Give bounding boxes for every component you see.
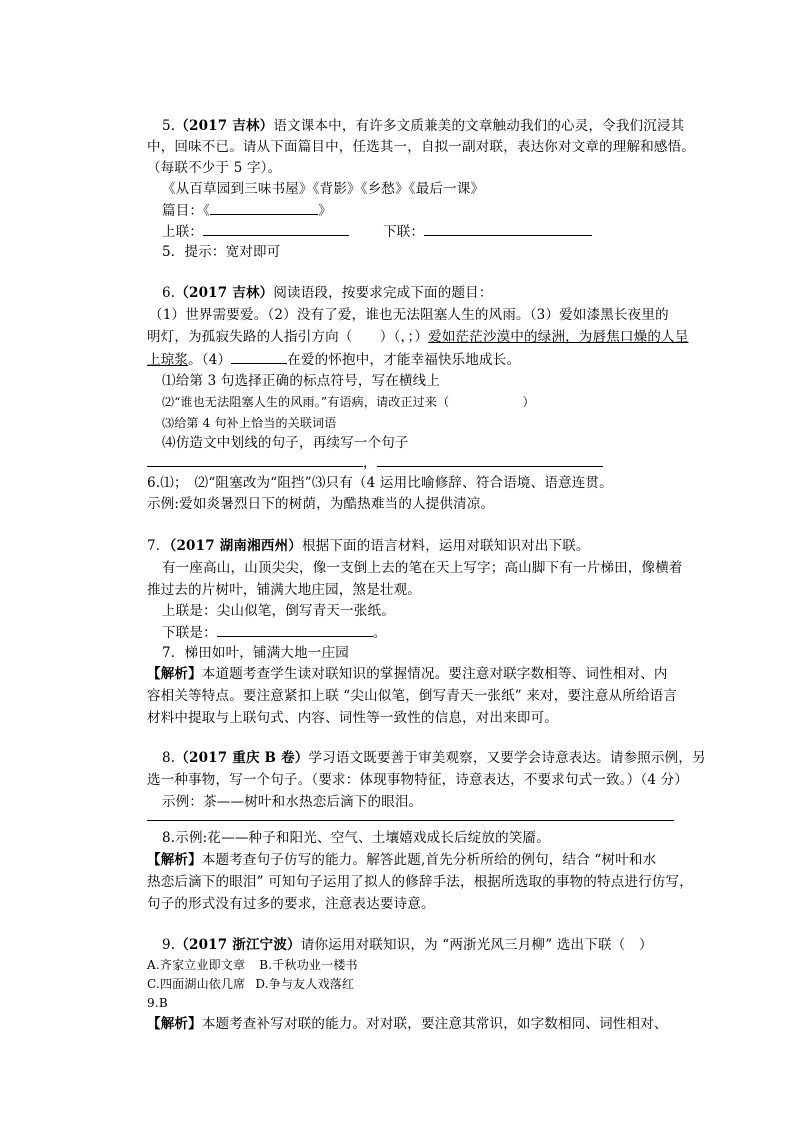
q8-analysis-2: 热恋后滴下的眼泪” 可知句子运用了拟人的修辞手法，根据所选取的事物的特点进行仿写， bbox=[147, 874, 693, 890]
q5-number: 5. bbox=[162, 118, 176, 134]
q6-sub-1: ⑴给第 3 句选择正确的标点符号，写在横线上 bbox=[162, 373, 441, 389]
q7-analysis-2: 容相关等特点。要注意紧扣上联 “尖山似笔，倒写青天一张纸” 来对，要注意从所给语言 bbox=[147, 688, 678, 704]
q8-answer-line[interactable] bbox=[147, 820, 674, 821]
q8-analysis-1 bbox=[147, 850, 656, 870]
q6-text: 阅读语段，按要求完成下面的题目： bbox=[273, 285, 493, 301]
q5-line-1 bbox=[162, 116, 684, 136]
q5-lower-label: 下联： bbox=[383, 224, 425, 240]
q9-option-d: D.争与友人戏落红 bbox=[255, 977, 355, 991]
q9-source: （2017 浙江宁波） bbox=[175, 937, 301, 953]
q6-sub-4: ⑷仿造文中划线的句子，再续写一个句子 bbox=[162, 435, 409, 451]
q5-title-choice bbox=[162, 200, 332, 221]
q9-options-1 bbox=[147, 955, 358, 975]
q9-analysis-text: 本题考查补写对联的能力。对对联，要注意其常识，如字数相同、词性相对、 bbox=[201, 1016, 668, 1032]
q6-underlined-end: 上琼浆 bbox=[147, 352, 189, 368]
q5-text: 语文课本中，有许多文质兼美的文章触动我们的心灵，令我们沉浸其 bbox=[273, 118, 685, 134]
q6-l3-text: 明灯，为孤寂失路的人指引方向（ ）（，；） bbox=[147, 329, 429, 345]
q5-upper-label: 上联： bbox=[162, 224, 204, 240]
q5-couplet-row bbox=[162, 221, 592, 242]
q6-connective-blank[interactable] bbox=[231, 349, 287, 364]
q6-line-1 bbox=[162, 283, 493, 303]
q8-text: 学习语文既要善于审美观察，又要学会诗意表达。请参照示例，另 bbox=[308, 750, 706, 766]
q7-line-3: 推过去的片树叶，铺满大地庄园，煞是壮观。 bbox=[147, 582, 421, 598]
q5-title-label: 篇目：《 bbox=[162, 203, 211, 219]
q5-lower-blank[interactable] bbox=[424, 221, 592, 236]
q5-source: （2017 吉林） bbox=[175, 118, 274, 134]
q7-lower bbox=[162, 622, 387, 643]
q6-answer-2: 示例:爱如炎暑烈日下的树荫，为酷热难当的人提供清凉。 bbox=[147, 496, 495, 512]
q8-number: 8. bbox=[162, 750, 176, 766]
q5-line-2: 中，回味不已。请从下面篇目中，任选其一，自拟一副对联，表达你对文章的理解和感悟。 bbox=[147, 139, 695, 155]
q6-line-2: （1）世界需要爱。（2）没有了爱，谁也无法阻塞人生的风雨。（3）爱如漆黑长夜里的 bbox=[149, 307, 669, 323]
q9-options-2 bbox=[147, 974, 354, 994]
q6-answer-1: 6.⑴； ⑵“阻塞改为“阻挡”⑶只有（4 运用比喻修辞、符合语境、语意连贯。 bbox=[147, 475, 613, 491]
q8-analysis-3: 句子的形式没有过多的要求，注意表达要诗意。 bbox=[147, 896, 435, 912]
q6-number: 6. bbox=[162, 285, 176, 301]
q6-answer-blanks bbox=[147, 452, 603, 473]
q5-titles: 《从百草园到三味书屋》《背影》《乡愁》《最后一课》 bbox=[162, 181, 485, 197]
q7-lower-blank[interactable] bbox=[217, 622, 373, 637]
q7-analysis-3: 材料中提取与上联句式、内容、词性等一致性的信息，对出来即可。 bbox=[147, 710, 558, 726]
q8-source: （2017 重庆 B 卷） bbox=[175, 750, 309, 766]
q6-underlined-sentence: 爱如茫茫沙漠中的绿洲，为唇焦口燥的人呈 bbox=[428, 329, 689, 345]
q7-analysis-label: 【解析】 bbox=[147, 666, 202, 682]
q8-answer: 8.示例:花——种子和阳光、空气、土壤嬉戏成长后绽放的笑靥。 bbox=[162, 830, 550, 846]
q7-lower-label: 下联是： bbox=[162, 625, 217, 641]
q7-text: 根据下面的语言材料，运用对联知识对出下联。 bbox=[301, 538, 590, 554]
q6-source: （2017 吉林） bbox=[175, 285, 274, 301]
q9-text: 请你运用对联知识，为 “两浙光风三月柳” 选出下联（ ） bbox=[300, 937, 653, 953]
q7-lower-end: 。 bbox=[372, 625, 387, 641]
q7-analysis-text: 本道题考查学生读对联知识的掌握情况。要注意对联字数相等、词性相对、内 bbox=[201, 666, 668, 682]
q9-option-c: C.四面湖山依几席 bbox=[147, 977, 246, 991]
q6-line-4 bbox=[147, 349, 520, 370]
q8-example: 示例：茶——树叶和水热恋后滴下的眼泪。 bbox=[162, 794, 423, 810]
q8-line-1 bbox=[162, 748, 706, 768]
q6-l4-text: 在爱的怀抱中，才能幸福快乐地成长。 bbox=[287, 352, 521, 368]
q9-analysis-1 bbox=[147, 1014, 668, 1034]
q7-number: 7． bbox=[147, 538, 170, 554]
q9-option-b: B.千秋功业一楼书 bbox=[259, 958, 358, 972]
q9-option-a: A.齐家立业即文章 bbox=[147, 958, 246, 972]
q7-line-1 bbox=[147, 536, 590, 556]
q6-blank-1[interactable] bbox=[147, 452, 363, 467]
q8-analysis-text: 本题考查句子仿写的能力。解答此题,首先分析所给的例句，结合 “树叶和水 bbox=[201, 852, 657, 868]
q9-answer: 9.B bbox=[147, 996, 168, 1010]
q5-line-3: （每联不少于 5 字）。 bbox=[147, 160, 282, 176]
q7-source: （2017 湖南湘西州） bbox=[169, 538, 302, 554]
q6-sub-2: ⑵“谁也无法阻塞人生的风雨。”有语病，请改正过来（ ） bbox=[162, 395, 535, 409]
q5-title-blank[interactable] bbox=[210, 200, 318, 215]
q8-line-2: 选一种事物，写一个句子。（要求：体现事物特征，诗意表达，不要求句式一致。）（4 分） bbox=[147, 772, 689, 788]
q7-analysis-1 bbox=[147, 664, 668, 684]
q9-line-1 bbox=[162, 935, 653, 955]
q6-blank-2[interactable] bbox=[377, 452, 603, 467]
q9-number: 9. bbox=[162, 937, 176, 953]
q6-line-3 bbox=[147, 327, 688, 347]
q9-analysis-label: 【解析】 bbox=[147, 1016, 202, 1032]
q8-analysis-label: 【解析】 bbox=[147, 852, 202, 868]
q7-line-2: 有一座高山，山顶尖尖，像一支倒上去的笔在天上写字；高山脚下有一片梯田，像横着 bbox=[162, 560, 683, 576]
q5-title-close: 》 bbox=[318, 203, 332, 219]
q7-answer: 7．梯田如叶，铺满大地一庄园 bbox=[162, 645, 349, 661]
q6-sub-3: ⑶给第 4 句补上恰当的关联词语 bbox=[162, 416, 337, 430]
q5-upper-blank[interactable] bbox=[203, 221, 349, 236]
q7-upper: 上联是：尖山似笔，倒写青天一张纸。 bbox=[162, 603, 395, 619]
q5-answer: 5．提示：宽对即可 bbox=[162, 244, 281, 260]
q6-blank-comma: ， bbox=[363, 455, 377, 471]
q6-l4-num: 。（4） bbox=[188, 352, 232, 368]
